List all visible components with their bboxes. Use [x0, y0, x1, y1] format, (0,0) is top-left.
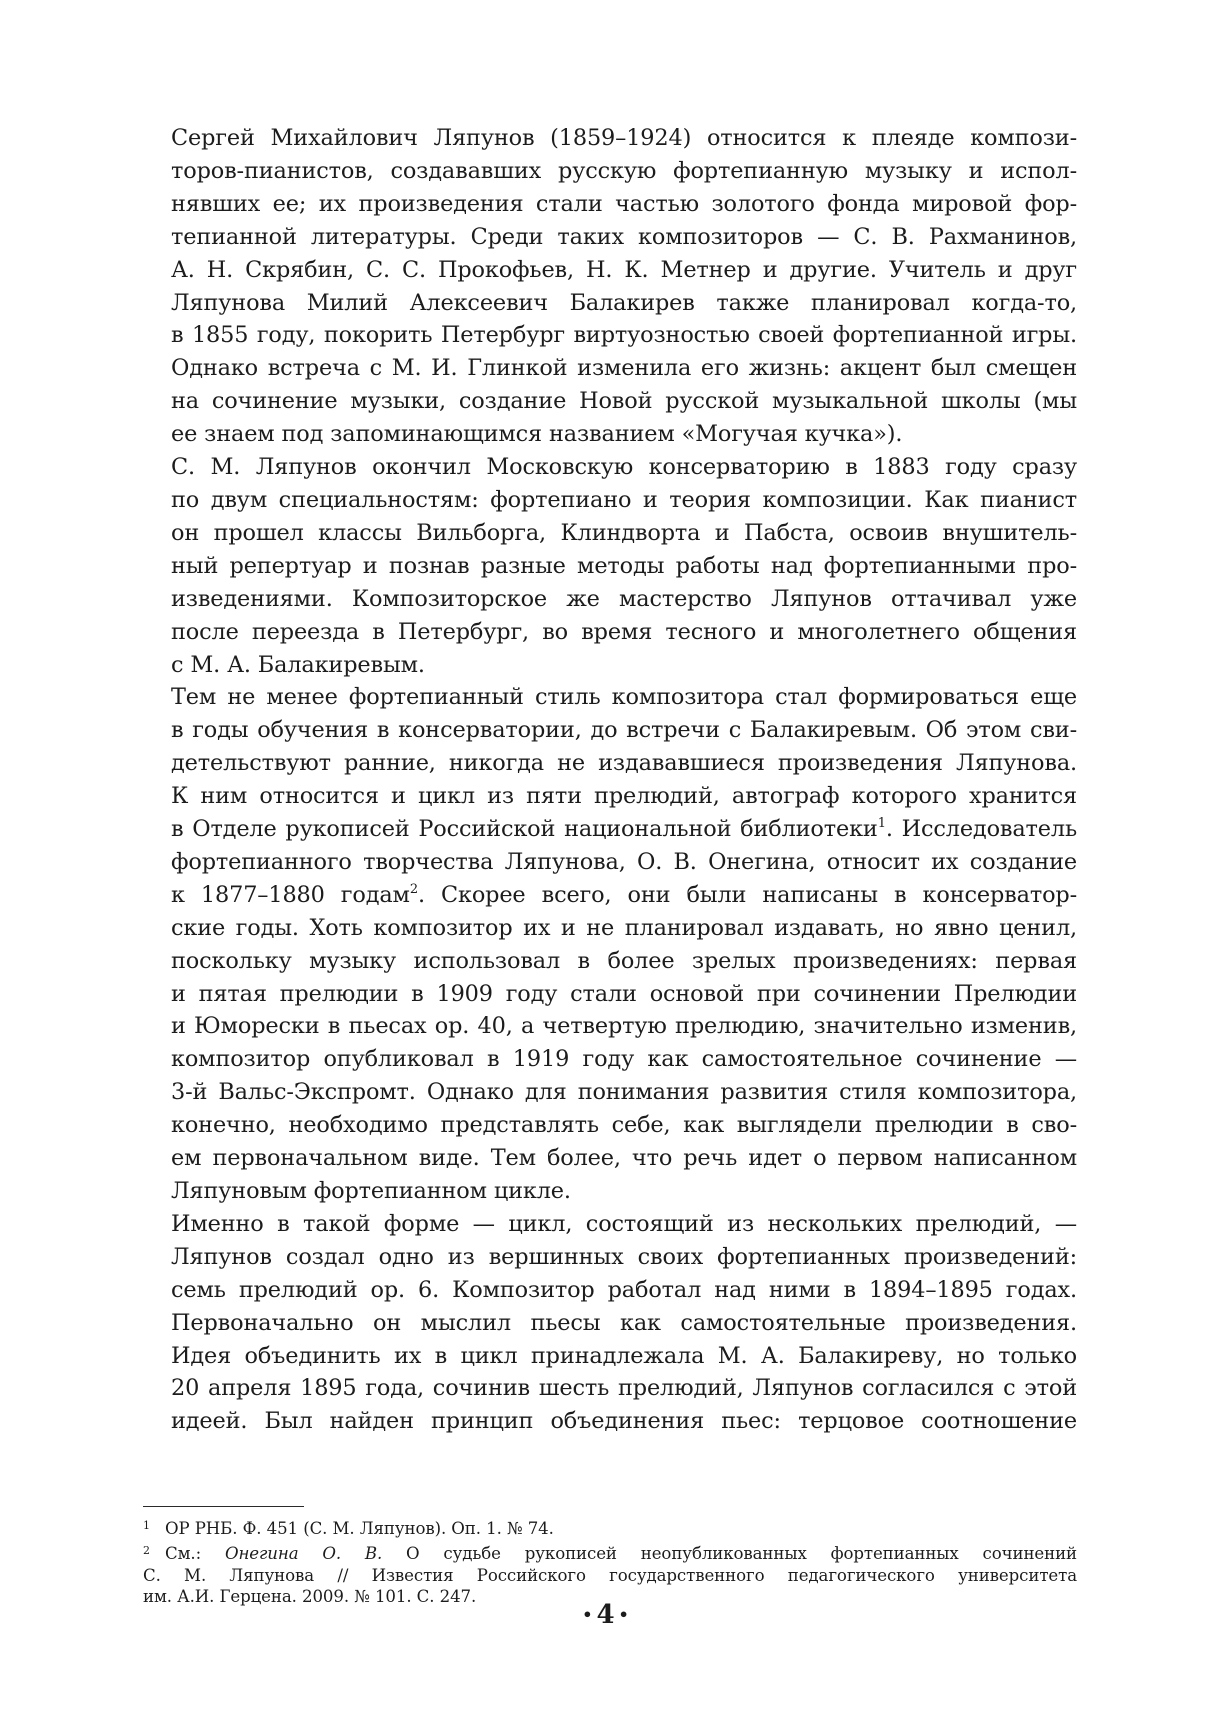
footnote-number: 2: [143, 1543, 150, 1557]
text-line: Первоначально он мыслил пьесы как самостоятельные произведения.: [171, 1309, 1077, 1336]
footnote-prefix: См.:: [165, 1543, 225, 1563]
text-line: ный репертуар и познав разные методы работы над фортепианными про-: [171, 552, 1077, 579]
text-line: детельствуют ранние, никогда не издававшиеся произведения Ляпунова.: [171, 750, 1077, 777]
page-number-value: 4: [596, 1600, 615, 1630]
text-line: Сергей Михайлович Ляпунов (1859–1924) относится к плеяде компози-: [171, 125, 1077, 151]
footnote-author: Онегина О. В.: [224, 1543, 383, 1563]
text-line: композитор опубликовал в 1919 году как самостоятельное сочинение —: [171, 1046, 1077, 1073]
footnote-text: ОР РНБ. Ф. 451 (С. М. Ляпунов). Оп. 1. № 74.: [165, 1519, 554, 1538]
text-line: идеей. Был найден принцип объединения пьес: терцовое соотношение: [171, 1408, 1077, 1435]
text-line: торов-пианистов, создававших русскую фортепианную музыку и испол-: [171, 157, 1077, 184]
text-line: поскольку музыку использовал в более зрелых произведениях: первая: [171, 947, 1077, 974]
text-line: после переезда в Петербург, во время тесного и многолетнего общения: [171, 618, 1077, 645]
text-segment: . Скорее всего, они были написаны в консерватор-: [417, 881, 1077, 908]
text-line: К ним относится и цикл из пяти прелюдий, автограф которого хранится: [171, 783, 1077, 810]
paragraph-2: [143, 451, 1077, 681]
footnote-2: [143, 1540, 1077, 1608]
footnote-line: им. А.И. Герцена. 2009. № 101. С. 247.: [143, 1587, 477, 1607]
text-line: в 1855 году, покорить Петербург виртуозностью своей фортепианной игры.: [171, 322, 1077, 349]
footnote-line: [143, 1540, 1077, 1565]
text-line: ем первоначальном виде. Тем более, что речь идет о первом написанном: [171, 1145, 1077, 1172]
footnote-ref-1[interactable]: 1: [877, 816, 886, 832]
text-line: Идея объединить их в цикл принадлежала М. А. Балакиреву, но только: [171, 1342, 1077, 1369]
paragraph-1: [143, 122, 1077, 451]
text-line: нявших ее; их произведения стали частью золотого фонда мировой фор-: [171, 190, 1077, 217]
text-line: Однако встреча с М. И. Глинкой изменила его жизнь: акцент был смещен: [171, 355, 1077, 382]
paragraph-4: [143, 1208, 1077, 1438]
text-line: Ляпунов создал одно из вершинных своих фортепианных произведений:: [171, 1243, 1077, 1270]
text-line: с М. А. Балакиревым.: [171, 651, 425, 678]
footnote-line: С. М. Ляпунова // Известия Российского государственного педагогического университета: [143, 1565, 1077, 1585]
footnote-text: О судьбе рукописей неопубликованных фортепианных сочинений: [382, 1543, 1077, 1563]
text-line: на сочинение музыки, создание Новой русской музыкальной школы (мы: [171, 388, 1077, 415]
footnote-1: [143, 1515, 1077, 1540]
text-line: тепианной литературы. Среди таких композиторов — С. В. Рахманинов,: [171, 223, 1077, 250]
text-line: он прошел классы Вильборга, Клиндворта и Пабста, освоив внушитель-: [171, 519, 1077, 546]
footnote-number: 1: [143, 1519, 150, 1532]
text-line: изведениями. Композиторское же мастерство Ляпунов оттачивал уже: [171, 585, 1077, 612]
text-segment: . Исследователь: [885, 816, 1078, 843]
page-number: [0, 1600, 1211, 1630]
text-line: семь прелюдий ор. 6. Композитор работал над ними в 1894–1895 годах.: [171, 1276, 1077, 1303]
text-line: в годы обучения в консерватории, до встречи с Балакиревым. Об этом сви-: [171, 717, 1077, 744]
footnote-line: [143, 1515, 1077, 1540]
text-line: С. М. Ляпунов окончил Московскую консерваторию в 1883 году сразу: [171, 454, 1077, 481]
text-line: Тем не менее фортепианный стиль композитора стал формироваться еще: [171, 684, 1077, 711]
text-line: Именно в такой форме — цикл, состоящий из нескольких прелюдий, —: [171, 1210, 1077, 1237]
text-line: 20 апреля 1895 года, сочинив шесть прелюдий, Ляпунов согласился с этой: [171, 1375, 1077, 1402]
text-line: А. Н. Скрябин, С. С. Прокофьев, Н. К. Метнер и другие. Учитель и друг: [171, 256, 1077, 283]
text-line-with-ref: [143, 879, 1077, 912]
main-text: [143, 122, 1077, 1438]
text-line: 3-й Вальс-Экспромт. Однако для понимания развития стиля композитора,: [171, 1079, 1077, 1106]
text-line: по двум специальностям: фортепиано и теория композиции. Как пианист: [171, 486, 1077, 513]
text-segment: в Отделе рукописей Российской национальной библиотеки: [171, 816, 878, 843]
bullet-right: •: [618, 1605, 629, 1624]
footnote-ref-2[interactable]: 2: [409, 881, 418, 897]
text-line: Ляпуновым фортепианном цикле.: [171, 1178, 571, 1204]
text-segment: к 1877–1880 годам: [171, 881, 410, 908]
text-line: и пятая прелюдии в 1909 году стали основой при сочинении Прелюдии: [171, 980, 1077, 1007]
text-line: конечно, необходимо представлять себе, как выглядели прелюдии в сво-: [171, 1112, 1077, 1139]
bullet-left: •: [582, 1605, 593, 1624]
text-line: фортепианного творчества Ляпунова, О. В. Онегина, относит их создание: [171, 848, 1077, 875]
text-line: и Юморески в пьесах ор. 40, а четвертую прелюдию, значительно изменив,: [171, 1013, 1077, 1040]
text-line: Ляпунова Милий Алексеевич Балакирев также планировал когда-то,: [171, 289, 1077, 316]
text-line: ее знаем под запоминающимся названием «Могучая кучка»).: [171, 421, 903, 448]
paragraph-3: [143, 681, 1077, 1208]
footnotes: [143, 1515, 1077, 1608]
text-line: ские годы. Хоть композитор их и не планировал издавать, но явно ценил,: [171, 914, 1077, 941]
footnote-divider: [143, 1506, 304, 1507]
text-line-with-ref: [143, 813, 1077, 846]
